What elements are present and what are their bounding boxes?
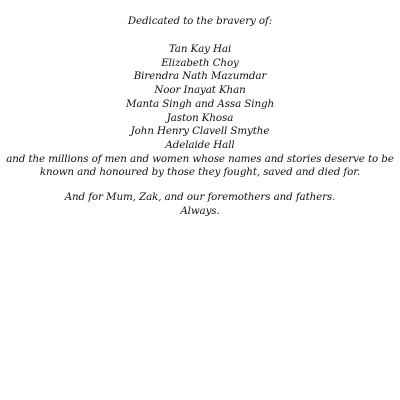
closing-line: And for Mum, Zak, and our foremothers and fathers. bbox=[64, 191, 336, 203]
closing-dedication bbox=[0, 191, 400, 218]
honoree-name: John Henry Clavell Smythe bbox=[130, 125, 270, 138]
honoree-name: Adelaide Hall bbox=[165, 138, 235, 151]
tribute-line: and the millions of men and women whose names and stories deserve to be bbox=[6, 152, 394, 165]
honoree-name: Jaston Khosa bbox=[166, 111, 234, 124]
tribute-line: known and honoured by those they fought, saved and died for. bbox=[39, 166, 361, 179]
honoree-name: Tan Kay Hai bbox=[168, 43, 232, 55]
honoree-list bbox=[0, 43, 400, 180]
dedication-heading: Dedicated to the bravery of: bbox=[127, 15, 273, 27]
honoree-name: Birendra Nath Mazumdar bbox=[133, 70, 267, 83]
dedication-heading-block bbox=[0, 15, 400, 29]
honoree-name: Manta Singh and Assa Singh bbox=[126, 97, 274, 110]
honoree-name: Noor Inayat Khan bbox=[154, 84, 246, 97]
honoree-name: Elizabeth Choy bbox=[161, 56, 239, 69]
closing-line: Always. bbox=[180, 204, 220, 217]
